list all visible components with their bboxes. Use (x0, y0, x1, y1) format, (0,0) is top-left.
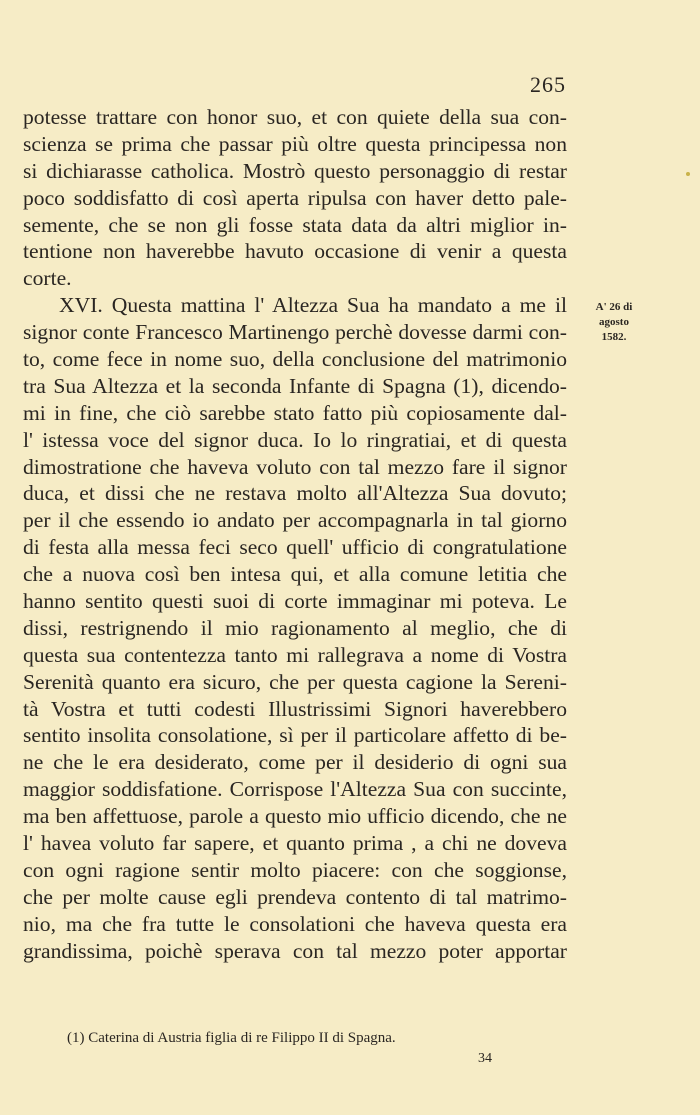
text-line: mi in fine, che ciò sarebbe stato fatto più copiosamente dal- (23, 400, 567, 425)
text-line: ne che le era desiderato, come per il desiderio di ogni sua (23, 750, 567, 775)
text-line: duca, et dissi che ne restava molto all'Altezza Sua dovuto; (23, 481, 567, 506)
text-line: con ogni ragione sentir molto piacere: con che soggionse, (23, 857, 567, 882)
text-line: di festa alla messa feci seco quell' ufficio di congratulatione (23, 535, 567, 560)
text-line: hanno sentito questi suoi di corte immaginar mi poteva. Le (23, 589, 567, 614)
text-line: signor conte Francesco Martinengo perchè dovesse darmi con- (23, 320, 567, 345)
margin-note-line: A' 26 di (595, 301, 633, 313)
text-line: poco soddisfatto di così aperta ripulsa con haver detto pale- (23, 185, 567, 210)
paper-speck (686, 172, 690, 176)
text-line: dimostratione che haveva voluto con tal mezzo fare il signor (23, 454, 567, 479)
paragraph-start-line: XVI. Questa mattina l' Altezza Sua ha mandato a me il (59, 293, 567, 318)
margin-date-note (584, 300, 644, 345)
text-line: che a nuova così ben intesa qui, et alla comune letitia che (23, 562, 567, 587)
signature-mark: 34 (478, 1051, 492, 1066)
text-line: che per molte cause egli prendeva contento di tal matrimo- (23, 884, 567, 909)
text-line: dissi, restrignendo il mio ragionamento al meglio, che di (23, 615, 567, 640)
text-line: l' havea voluto far sapere, et quanto prima , a chi ne doveva (23, 831, 567, 856)
margin-note-line: agosto (599, 316, 629, 328)
text-line: nio, ma che fra tutte le consolationi che haveva questa era (23, 911, 567, 936)
text-line: sentito insolita consolatione, sì per il particolare affetto di be- (23, 723, 567, 748)
text-line: corte. (23, 266, 72, 291)
text-line: per il che essendo io andato per accompagnarla in tal giorno (23, 508, 567, 533)
body-text (23, 104, 567, 965)
text-line: grandissima, poichè sperava con tal mezzo poter apportar (23, 938, 567, 963)
text-line: questa sua contentezza tanto mi rallegrava a nome di Vostra (23, 642, 567, 667)
text-line: tra Sua Altezza et la seconda Infante di Spagna (1), dicendo- (23, 373, 567, 398)
text-line: semente, che se non gli fosse stata data da altri miglior in- (23, 212, 567, 237)
text-line: to, come fece in nome suo, della conclusione del matrimonio (23, 347, 567, 372)
text-line: potesse trattare con honor suo, et con quiete della sua con- (23, 105, 567, 129)
text-line: Serenità quanto era sicuro, che per questa cagione la Sereni- (23, 669, 567, 694)
text-line: scienza se prima che passar più oltre questa principessa non (23, 131, 567, 156)
text-line: tà Vostra et tutti codesti Illustrissimi Signori haverebbero (23, 696, 567, 721)
margin-note-line: 1582. (601, 331, 627, 343)
text-line: maggior soddisfatione. Corrispose l'Altezza Sua con succinte, (23, 777, 567, 802)
text-line: l' istessa voce del signor duca. Io lo ringratiai, et di questa (23, 427, 567, 452)
text-line: tentione non haverebbe havuto occasione di venir a questa (23, 239, 567, 264)
footnote: (1) Caterina di Austria figlia di re Filippo II di Spagna. (67, 1030, 396, 1046)
page-number: 265 (530, 72, 566, 97)
text-line: ma ben affettuose, parole a questo mio ufficio dicendo, che ne (23, 804, 567, 829)
text-line: si dichiarasse catholica. Mostrò questo personaggio di restar (23, 158, 567, 183)
